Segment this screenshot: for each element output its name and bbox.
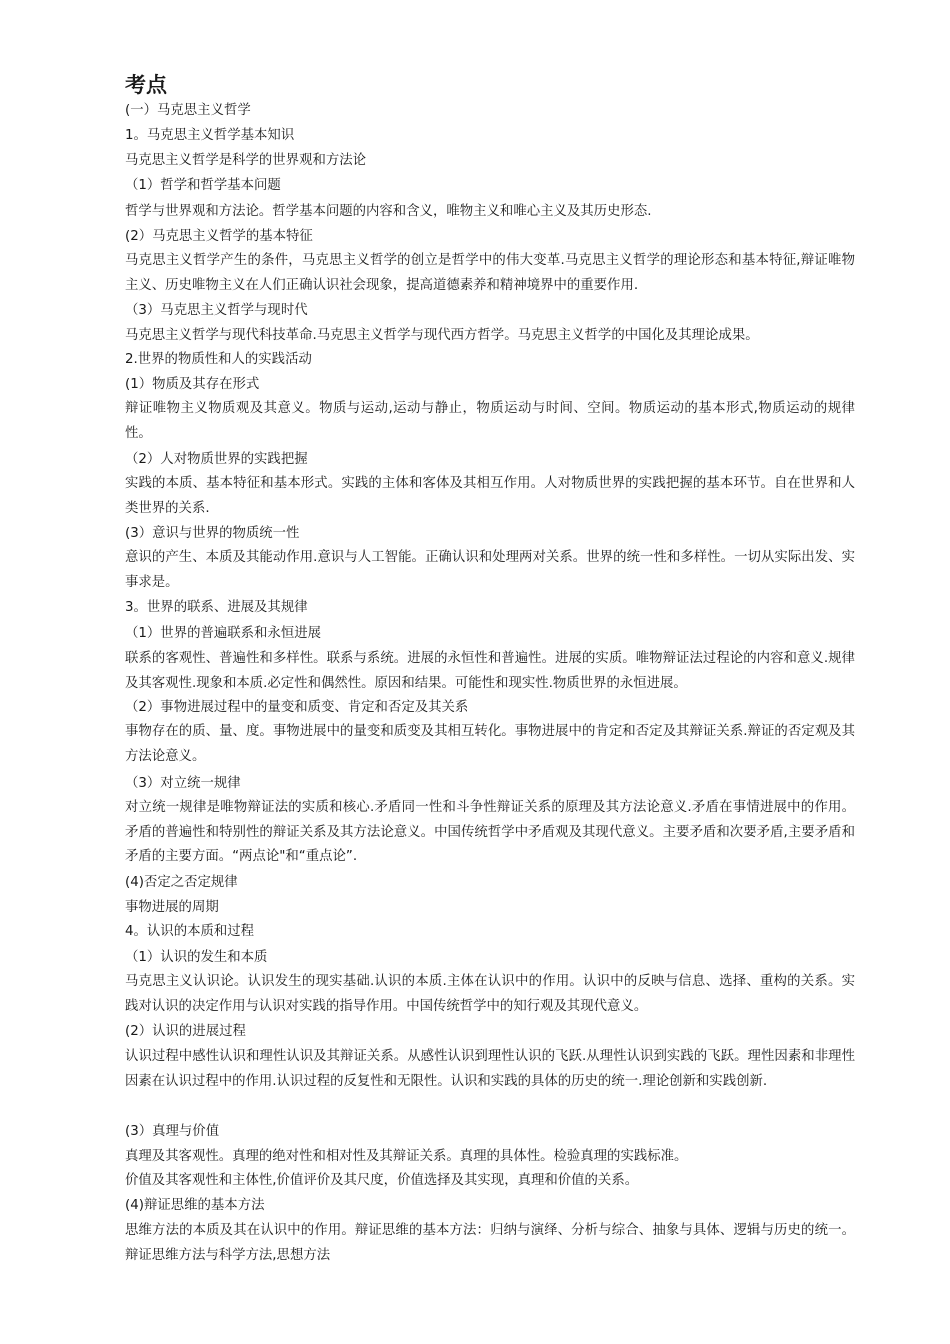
body-line: 哲学与世界观和方法论。哲学基本问题的内容和含义，唯物主义和唯心主义及其历史形态. bbox=[125, 204, 652, 219]
section-heading: (一）马克思主义哲学 bbox=[125, 103, 251, 118]
subheading: (2）认识的进展过程 bbox=[125, 1024, 246, 1039]
body-line: 马克思主义哲学是科学的世界观和方法论 bbox=[125, 153, 367, 168]
chapter-heading: 4。认识的本质和过程 bbox=[125, 924, 255, 939]
body-paragraph: 事物存在的质、量、度。事物进展中的量变和质变及其相互转化。事物进展中的肯定和否定及其辩证关系.辩证的否定观及其方法论意义。 bbox=[125, 724, 855, 764]
subheading: （2）人对物质世界的实践把握 bbox=[125, 452, 308, 467]
body-paragraph: 认识过程中感性认识和理性认识及其辩证关系。从感性认识到理性认识的飞跃.从理性认识到实践的飞跃。理性因素和非理性因素在认识过程中的作用.认识过程的反复性和无限性。认识和实践的具体的历史的统一.理论创新和实践创新. bbox=[125, 1049, 855, 1089]
body-paragraph: 思维方法的本质及其在认识中的作用。辩证思维的基本方法：归纳与演绎、分析与综合、抽象与具体、逻辑与历史的统一。辩证思维方法与科学方法,思想方法 bbox=[125, 1223, 855, 1263]
subheading: （2）事物进展过程中的量变和质变、肯定和否定及其关系 bbox=[125, 700, 469, 715]
subheading: (1）物质及其存在形式 bbox=[125, 377, 260, 392]
chapter-heading: 3。世界的联系、进展及其规律 bbox=[125, 600, 308, 615]
body-paragraph: 实践的本质、基本特征和基本形式。实践的主体和客体及其相互作用。人对物质世界的实践把握的基本环节。自在世界和人类世界的关系. bbox=[125, 476, 855, 516]
body-line: 事物进展的周期 bbox=[125, 900, 219, 915]
page-title: 考点 bbox=[125, 73, 167, 97]
body-paragraph: 辩证唯物主义物质观及其意义。物质与运动,运动与静止，物质运动与时间、空间。物质运动的基本形式,物质运动的规律性。 bbox=[125, 401, 855, 441]
chapter-heading: 1。马克思主义哲学基本知识 bbox=[125, 128, 295, 143]
subheading: （1）认识的发生和本质 bbox=[125, 950, 268, 965]
subheading: (4)否定之否定规律 bbox=[125, 875, 238, 890]
body-line: 价值及其客观性和主体性,价值评价及其尺度，价值选择及其实现，真理和价值的关系。 bbox=[125, 1173, 639, 1188]
chapter-heading: 2.世界的物质性和人的实践活动 bbox=[125, 352, 312, 367]
subheading: (4)辩证思维的基本方法 bbox=[125, 1198, 265, 1213]
body-line: 真理及其客观性。真理的绝对性和相对性及其辩证关系。真理的具体性。检验真理的实践标准。 bbox=[125, 1149, 688, 1164]
body-paragraph: 联系的客观性、普遍性和多样性。联系与系统。进展的永恒性和普遍性。进展的实质。唯物辩证法过程论的内容和意义.规律及其客观性.现象和本质.必定性和偶然性。原因和结果。可能性和现实性.物质世界的永恒进展。 bbox=[125, 651, 855, 691]
subheading: （1）哲学和哲学基本问题 bbox=[125, 178, 281, 193]
body-paragraph: 马克思主义认识论。认识发生的现实基础.认识的本质.主体在认识中的作用。认识中的反映与信息、选择、重构的关系。实践对认识的决定作用与认识对实践的指导作用。中国传统哲学中的知行观及其现代意义。 bbox=[125, 974, 855, 1014]
body-paragraph: 对立统一规律是唯物辩证法的实质和核心.矛盾同一性和斗争性辩证关系的原理及其方法论意义.矛盾在事情进展中的作用。矛盾的普遍性和特别性的辩证关系及其方法论意义。中国传统哲学中矛盾观及其现代意义。主要矛盾和次要矛盾,主要矛盾和矛盾的主要方面。“两点论"和“重点论”. bbox=[125, 800, 855, 864]
subheading: （1）世界的普遍联系和永恒进展 bbox=[125, 626, 321, 641]
body-line: 马克思主义哲学与现代科技革命.马克思主义哲学与现代西方哲学。马克思主义哲学的中国化及其理论成果。 bbox=[125, 328, 759, 343]
subheading: (2）马克思主义哲学的基本特征 bbox=[125, 229, 313, 244]
body-paragraph: 意识的产生、本质及其能动作用.意识与人工智能。正确认识和处理两对关系。世界的统一性和多样性。一切从实际出发、实事求是。 bbox=[125, 550, 855, 590]
subheading: (3）真理与价值 bbox=[125, 1124, 220, 1139]
subheading: (3）意识与世界的物质统一性 bbox=[125, 526, 300, 541]
body-paragraph: 马克思主义哲学产生的条件，马克思主义哲学的创立是哲学中的伟大变革.马克思主义哲学的理论形态和基本特征,辩证唯物主义、历史唯物主义在人们正确认识社会现象，提高道德素养和精神境界中的重要作用. bbox=[125, 253, 855, 293]
subheading: （3）马克思主义哲学与现时代 bbox=[125, 303, 308, 318]
subheading: （3）对立统一规律 bbox=[125, 776, 241, 791]
